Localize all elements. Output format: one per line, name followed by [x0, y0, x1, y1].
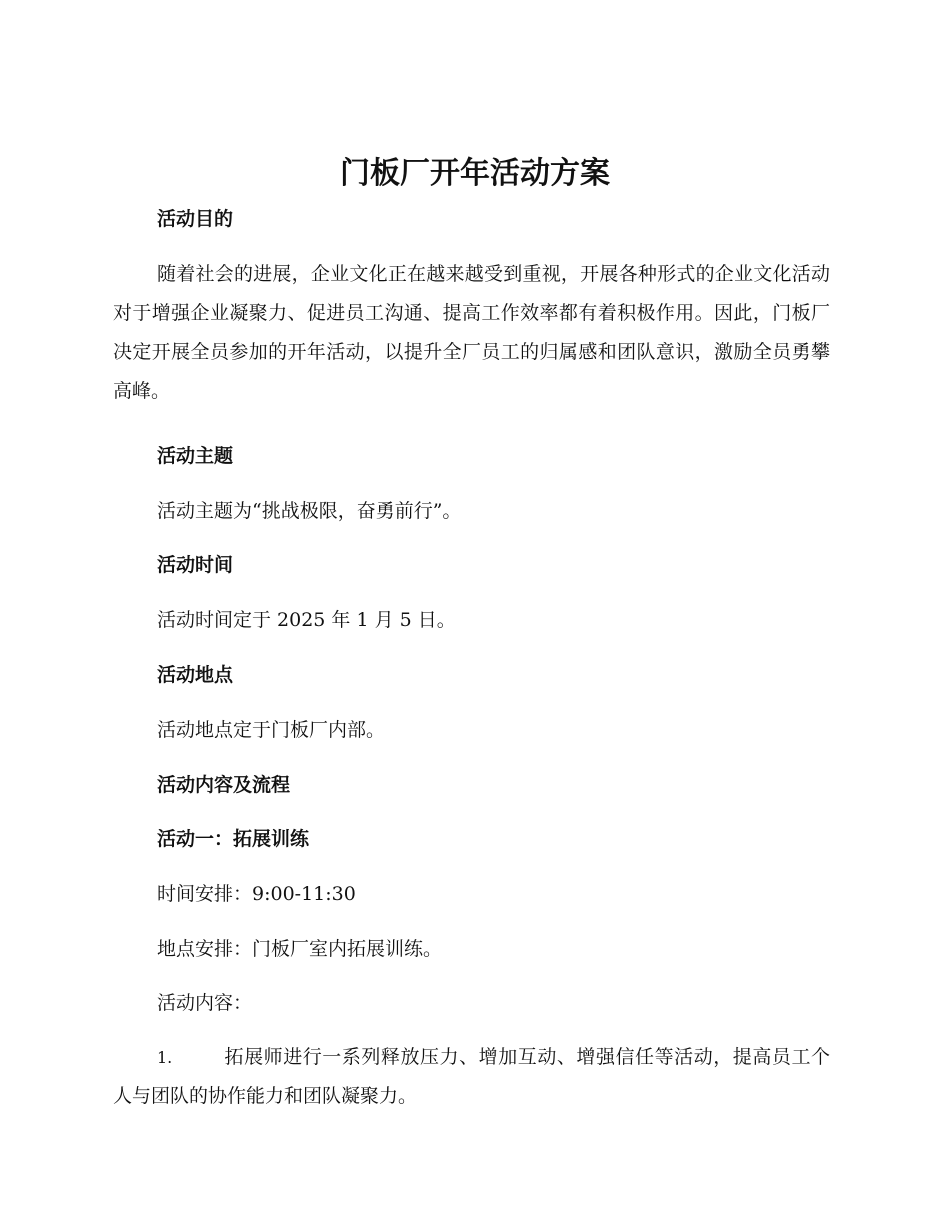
activity-one-time: 时间安排：9:00-11:30	[157, 883, 356, 905]
section-text-place: 活动地点定于门板厂内部。	[157, 719, 386, 741]
section-text-theme: 活动主题为“挑战极限，奋勇前行”。	[157, 500, 462, 522]
activity-one-content-label: 活动内容：	[157, 992, 253, 1014]
section-heading-time: 活动时间	[157, 554, 234, 576]
list-item-text: 拓展师进行一系列释放压力、增加互动、增强信任等活动，提高员工个人与团队的协作能力和团队凝聚力。	[113, 1046, 830, 1107]
section-heading-place: 活动地点	[157, 664, 234, 686]
section-heading-content: 活动内容及流程	[157, 774, 291, 796]
section-heading-purpose: 活动目的	[157, 208, 234, 230]
list-item-number: 1.	[157, 1048, 173, 1067]
activity-one-place: 地点安排：门板厂室内拓展训练。	[157, 938, 443, 960]
section-heading-theme: 活动主题	[157, 445, 234, 467]
list-item	[113, 1038, 830, 1116]
section-text-purpose: 随着社会的进展，企业文化正在越来越受到重视，开展各种形式的企业文化活动对于增强企业凝聚力、促进员工沟通、提高工作效率都有着积极作用。因此，门板厂决定开展全员参加的开年活动，以提升全厂员工的归属感和团队意识，激励全员勇攀高峰。	[113, 263, 830, 402]
section-text-time: 活动时间定于 2025 年 1 月 5 日。	[157, 609, 456, 631]
document-title: 门板厂开年活动方案	[340, 156, 610, 191]
activity-one-heading: 活动一：拓展训练	[157, 828, 310, 850]
